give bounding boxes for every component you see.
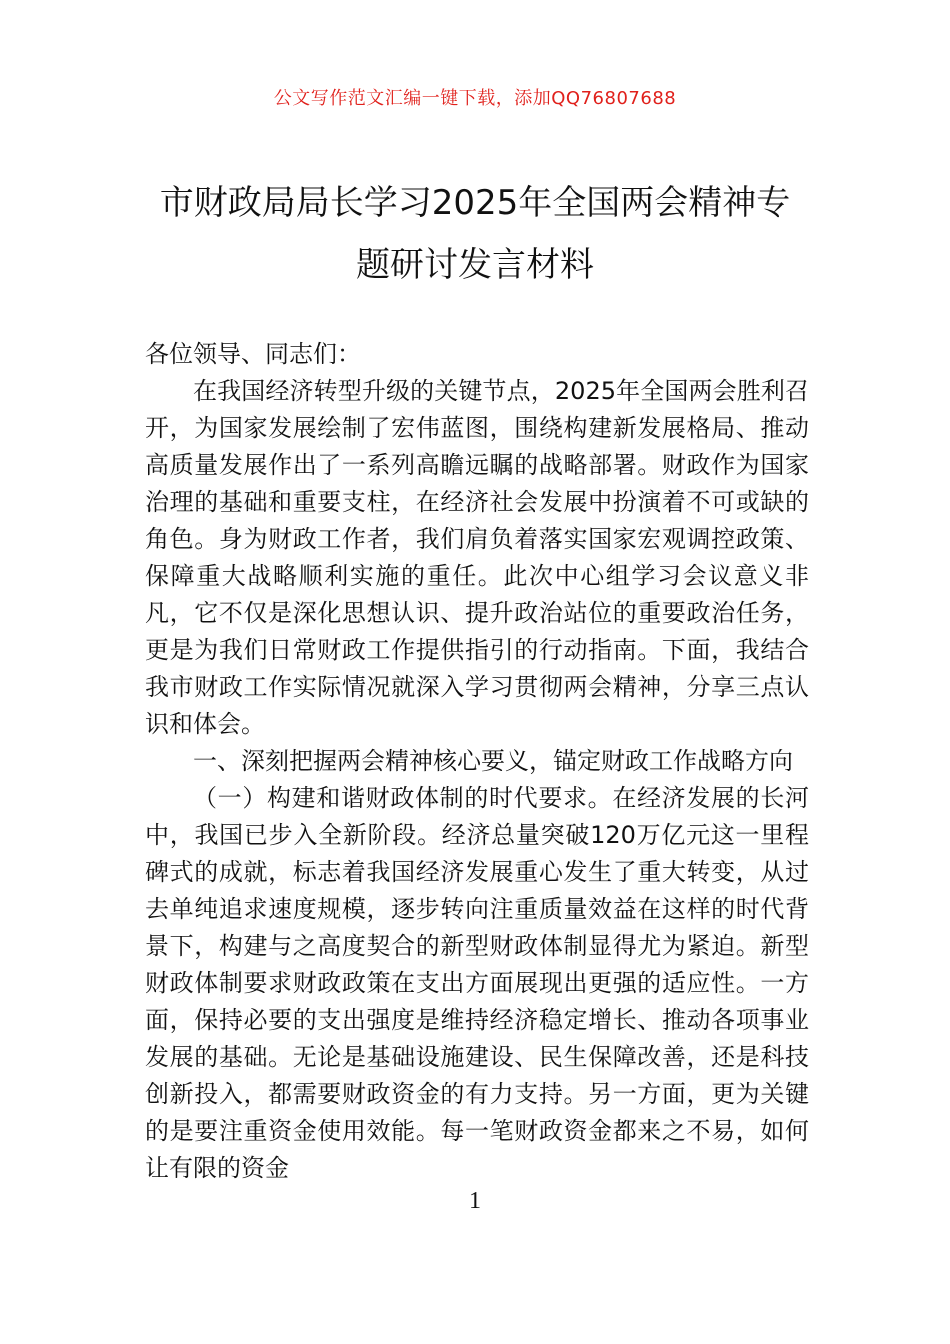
download-notice: 公文写作范文汇编一键下载，添加QQ76807688	[273, 88, 677, 109]
salutation: 各位领导、同志们：	[145, 340, 361, 368]
document-title: 市财政局局长学习2025年全国两会精神专题研讨发言材料	[159, 183, 791, 285]
intro-paragraph: 在我国经济转型升级的关键节点，2025年全国两会胜利召开，为国家发展绘制了宏伟蓝图，围绕构建新发展格局、推动高质量发展作出了一系列高瞻远瞩的战略部署。财政作为国家治理的基础和重要支柱，在经济社会发展中扮演着不可或缺的角色。身为财政工作者，我们肩负着落实国家宏观调控政策、保障重大战略顺利实施的重任。此次中心组学习会议意义非凡，它不仅是深化思想认识、提升政治站位的重要政治任务，更是为我们日常财政工作提供指引的行动指南。下面，我结合我市财政工作实际情况就深入学习贯彻两会精神，分享三点认识和体会。	[145, 377, 809, 738]
subsection-paragraph-1: （一）构建和谐财政体制的时代要求。在经济发展的长河中，我国已步入全新阶段。经济总量突破120万亿元这一里程碑式的成就，标志着我国经济发展重心发生了重大转变，从过去单纯追求速度规模，逐步转向注重质量效益在这样的时代背景下，构建与之高度契合的新型财政体制显得尤为紧迫。新型财政体制要求财政政策在支出方面展现出更强的适应性。一方面，保持必要的支出强度是维持经济稳定增长、推动各项事业发展的基础。无论是基础设施建设、民生保障改善，还是科技创新投入，都需要财政资金的有力支持。另一方面，更为关键的是要注重资金使用效能。每一笔财政资金都来之不易，如何让有限的资金	[145, 784, 809, 1182]
document-body	[145, 336, 809, 1187]
section-heading-1: 一、深刻把握两会精神核心要义，锚定财政工作战略方向	[193, 747, 793, 775]
page-number: 1	[469, 1188, 481, 1214]
